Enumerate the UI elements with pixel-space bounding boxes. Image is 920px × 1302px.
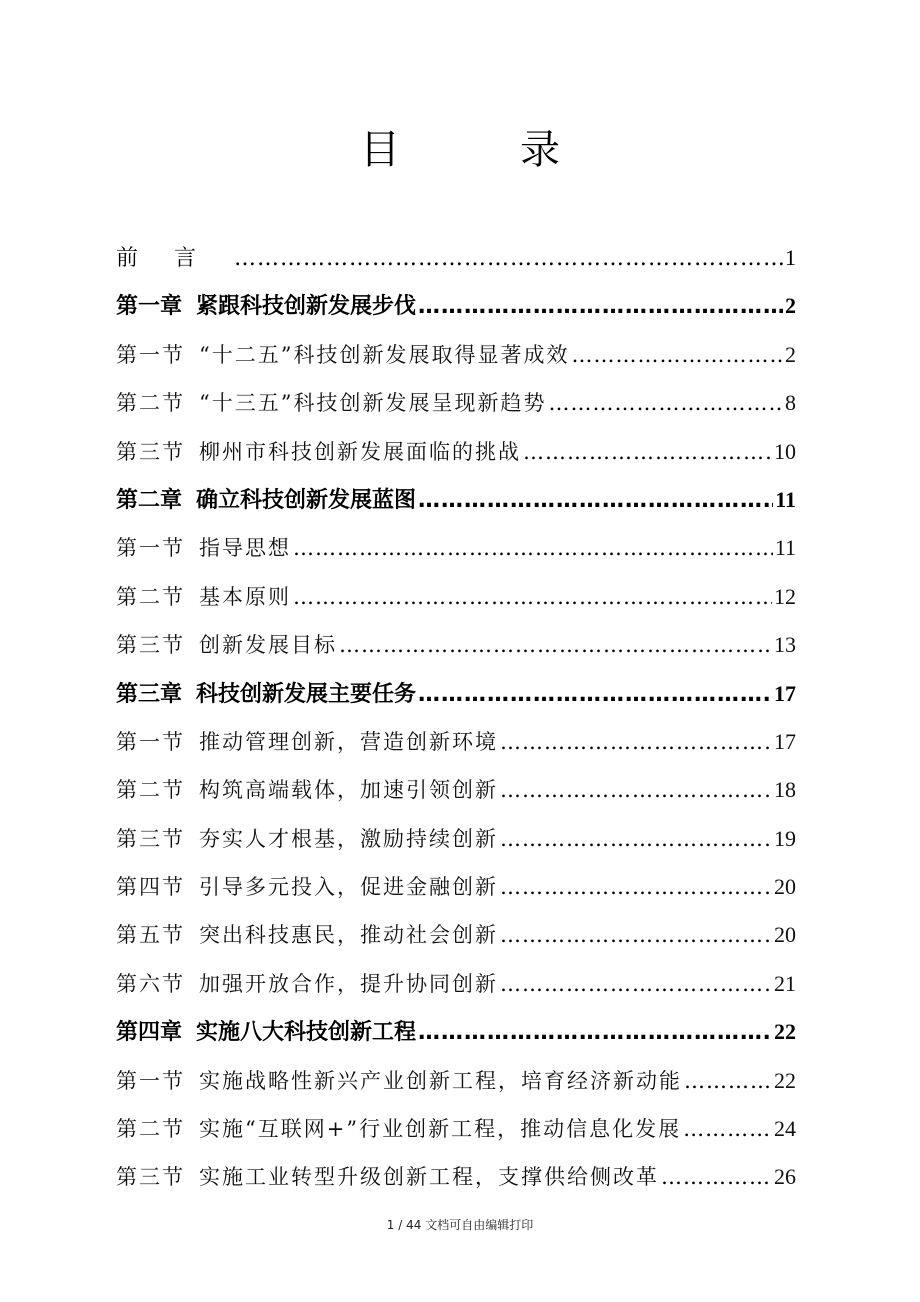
toc-entry-page: 2 (785, 341, 796, 367)
toc-entry-section[interactable] (116, 1153, 796, 1201)
toc-entry-page: 22 (774, 1067, 796, 1093)
toc-entry-page: 18 (774, 777, 796, 803)
toc-entry-label: 突出科技惠民，推动社会创新 (199, 923, 498, 948)
toc-leader-dots (339, 621, 772, 669)
toc-entry-section[interactable] (116, 573, 796, 621)
toc-entry-page: 22 (774, 1019, 796, 1045)
toc-entry-page: 10 (774, 438, 796, 464)
toc-entry-page: 20 (774, 874, 796, 900)
toc-entry-number: 第四节 (116, 875, 185, 900)
toc-entry-section[interactable] (116, 428, 796, 476)
toc-leader-dots (500, 815, 772, 863)
toc-entry-label: “十三五”科技创新发展呈现新趋势 (199, 391, 547, 416)
toc-leader-dots (571, 331, 783, 379)
toc-entry-section[interactable] (116, 766, 796, 814)
toc-entry-chapter-1[interactable] (116, 282, 796, 330)
toc-entry-number: 第三节 (116, 633, 185, 658)
toc-entry-section[interactable] (116, 1057, 796, 1105)
toc-entry-page: 21 (774, 970, 796, 996)
toc-entry-chapter-4[interactable] (116, 1008, 796, 1056)
toc-entry-page: 1 (785, 245, 796, 270)
toc-leader-dots (548, 379, 783, 427)
toc-leader-dots (661, 1153, 772, 1201)
toc-entry-label: 构筑高端载体，加速引领创新 (199, 778, 498, 803)
toc-entry-number: 第二节 (116, 584, 185, 609)
toc-entry-label: 推动管理创新，营造创新环境 (199, 729, 498, 754)
toc-leader-dots (293, 573, 772, 621)
toc-entry-label: 实施工业转型升级创新工程，支撑供给侧改革 (199, 1165, 659, 1190)
toc-entry-label: 指导思想 (199, 536, 291, 561)
toc-entry-section[interactable] (116, 718, 796, 766)
toc-entry-number: 第三节 (116, 1165, 185, 1190)
toc-entry-number: 第二节 (116, 391, 185, 416)
toc-entry-page: 20 (774, 922, 796, 948)
toc-entry-page: 26 (774, 1164, 796, 1190)
toc-entry-section[interactable] (116, 621, 796, 669)
toc-entry-number: 第三章 (116, 681, 183, 707)
toc-entry-number: 第一节 (116, 729, 185, 754)
toc-entry-page: 19 (774, 825, 796, 851)
toc-leader-dots (523, 428, 772, 476)
toc-entry-label: 夯实人才根基，激励持续创新 (199, 826, 498, 851)
toc-entry-section[interactable] (116, 911, 796, 959)
toc-leader-dots (418, 477, 773, 524)
toc-leader-dots (500, 960, 772, 1008)
toc-entry-number: 第四章 (116, 1020, 183, 1046)
toc-entry-number: 第一章 (116, 294, 183, 320)
toc-entry-number: 第三节 (116, 826, 185, 851)
toc-entry-number: 第二节 (116, 778, 185, 803)
toc-entry-page: 13 (774, 632, 796, 658)
toc-entry-number: 第五节 (116, 923, 185, 948)
toc-entry-section[interactable] (116, 1105, 796, 1153)
toc-leader-dots (418, 1009, 772, 1056)
toc-entry-label: 引导多元投入，促进金融创新 (199, 875, 498, 900)
toc-leader-dots (500, 911, 772, 959)
toc-leader-dots (684, 1057, 772, 1105)
toc-entry-label: 实施八大科技创新工程 (196, 1020, 417, 1046)
toc-entry-chapter-3[interactable] (116, 670, 796, 718)
toc-entry-number: 第二章 (116, 487, 183, 513)
toc-entry-section[interactable] (116, 960, 796, 1008)
toc-entry-label: 实施“互联网+”行业创新工程，推动信息化发展 (199, 1117, 682, 1142)
toc-entry-label: 加强开放合作，提升协同创新 (199, 971, 498, 996)
toc-leader-dots (683, 1105, 772, 1153)
toc-entry-chapter-2[interactable] (116, 476, 796, 524)
toc-leader-dots (234, 235, 783, 282)
toc-leader-dots (500, 718, 772, 766)
toc-entry-label: 前言 (116, 246, 233, 271)
toc-leader-dots (500, 863, 772, 911)
toc-entry-label: 确立科技创新发展蓝图 (196, 487, 417, 513)
toc-entry-page: 12 (774, 583, 796, 609)
toc-entry-page: 8 (785, 390, 796, 416)
toc-entry-label: 柳州市科技创新发展面临的挑战 (199, 439, 521, 464)
toc-entry-section[interactable] (116, 524, 796, 572)
toc-entry-label: 科技创新发展主要任务 (196, 681, 417, 707)
toc-entry-number: 第二节 (116, 1117, 185, 1142)
toc-entry-number: 第一节 (116, 342, 185, 367)
toc-entry-label: 基本原则 (199, 584, 291, 609)
toc-entry-number: 第六节 (116, 971, 185, 996)
toc-entry-number: 第一节 (116, 536, 185, 561)
toc-entry-label: 实施战略性新兴产业创新工程，培育经济新动能 (199, 1068, 682, 1093)
toc-entry-section[interactable] (116, 331, 796, 379)
table-of-contents (116, 234, 796, 1202)
toc-leader-dots (500, 766, 772, 814)
toc-entry-page: 24 (774, 1116, 796, 1142)
toc-entry-preface[interactable] (116, 234, 796, 282)
toc-entry-page: 11 (775, 486, 796, 512)
toc-entry-section[interactable] (116, 815, 796, 863)
toc-entry-page: 17 (774, 680, 796, 706)
toc-entry-page: 11 (774, 535, 796, 561)
page-title: 目 录 (360, 127, 600, 173)
toc-entry-page: 17 (774, 728, 796, 754)
toc-leader-dots (418, 671, 772, 718)
toc-leader-dots (293, 524, 773, 572)
toc-entry-number: 第三节 (116, 439, 185, 464)
toc-entry-section[interactable] (116, 863, 796, 911)
toc-entry-label: “十二五”科技创新发展取得显著成效 (199, 342, 570, 367)
toc-entry-section[interactable] (116, 379, 796, 427)
toc-entry-page: 2 (785, 293, 796, 319)
toc-entry-number: 第一节 (116, 1068, 185, 1093)
toc-entry-label: 紧跟科技创新发展步伐 (196, 294, 417, 320)
page-footer: 1 / 44 文档可自由编辑打印 (386, 1218, 534, 1232)
toc-leader-dots (418, 283, 783, 330)
toc-entry-label: 创新发展目标 (199, 633, 337, 658)
